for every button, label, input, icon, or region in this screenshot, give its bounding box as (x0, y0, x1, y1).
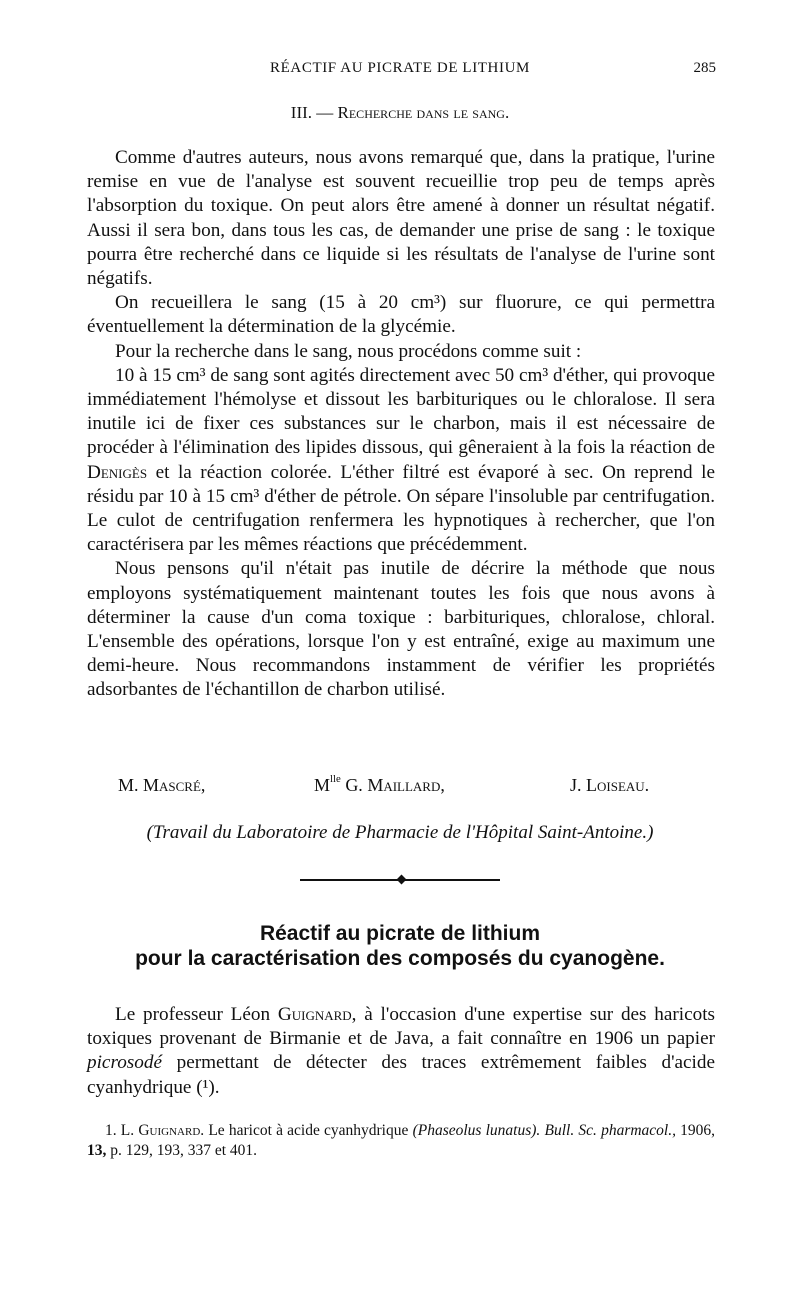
closing-paragraph: Nous pensons qu'il n'était pas inutile de décrire la méthode que nous employons systématiquement maintenant toutes les fois que nous avons à déterminer la cause d'un coma toxique : barbituriques, chloralose, chloral. L'ensemble des opérations, lorsque l'on y est entraîné, exige au maximum une demi-heure. Nous recommandons instamment de vérifier les propriétés adsorbantes de l'échantillon de charbon utilisé. (87, 558, 715, 701)
running-head (0, 60, 800, 82)
section-body (87, 146, 715, 703)
signature-initial: J. (570, 775, 582, 795)
page-number: 285 (693, 60, 716, 76)
signature-initial: M. (118, 775, 139, 795)
method-text-before: 10 à 15 cm³ de sang sont agités directement avec 50 cm³ d'éther, qui provoque immédiatement l'hémolyse et dissout les barbituriques ou le chloralose. Il sera inutile ici de fixer ces substances sur le charbon, mais il est nécessaire de procéder à l'élimination des lipides dissous, qui gêneraient à la fois la réaction de (87, 364, 715, 459)
method-text-after: et la réaction colorée. L'éther filtré est évaporé à sec. On reprend le résidu par 10 à 15 cm³ d'éther de pétrole. On sépare l'insoluble par centrifugation. Le culot de centrifugation renfermera les hypnotiques à rechercher, que l'on caractérisera par les mêmes réactions que précédemment. (87, 461, 715, 556)
footnote-text (87, 1121, 715, 1161)
signature-name: Mascré, (143, 775, 206, 795)
section-title: Recherche dans le sang. (337, 103, 510, 122)
article-italic-term: picrosodé (87, 1052, 162, 1074)
section-heading (0, 103, 800, 123)
article-body (87, 1003, 715, 1100)
author-name-deniges: Denigès (87, 461, 148, 483)
body-paragraph: Pour la recherche dans le sang, nous procédons comme suit : (115, 340, 582, 362)
body-paragraph: Comme d'autres auteurs, nous avons remarqué que, dans la pratique, l'urine remise en vue de l'analyse est souvent recueillie trop peu de temps après l'absorption du toxique. On peut alors être amené à donner un résultat négatif. Aussi il sera bon, dans tous les cas, de demander une prise de sang : le toxique pourra être recherché dans ce liquide si les résultats de l'analyse de l'urine sont négatifs. (87, 147, 715, 290)
footnote-species: (Phaseolus lunatus). (412, 1122, 541, 1139)
footnote-reference: (¹). (196, 1076, 220, 1098)
footnote-pages: p. 129, 193, 337 et 401. (110, 1142, 258, 1159)
footnote-year: 1906, (680, 1122, 716, 1139)
footnote (87, 1121, 715, 1161)
author-name-guignard: Guignard, (277, 1004, 357, 1025)
section-divider (300, 875, 500, 885)
article-paragraph (87, 1003, 715, 1100)
running-title: RÉACTIF AU PICRATE DE LITHIUM (270, 60, 530, 76)
signature-maillard (314, 775, 445, 796)
signature-mascre (118, 775, 205, 796)
article-text: à l'occasion d'une expertise sur des haricots toxiques provenant de Birmanie et de Java, a fait connaître en 1906 un papier (87, 1004, 716, 1050)
article-title-line-2: pour la caractérisation des composés du cyanogène. (135, 947, 665, 970)
article-text: permettant de détecter des traces extrêmement faibles d'acide cyanhydrique (87, 1052, 715, 1098)
method-paragraph (87, 364, 715, 558)
signature-name: Loiseau. (586, 775, 650, 795)
signature-name: Maillard, (367, 775, 445, 795)
article-title-line-1: Réactif au picrate de lithium (259, 922, 541, 945)
section-number: III. — (290, 103, 334, 122)
affiliation: (Travail du Laboratoire de Pharmacie de l'Hôpital Saint-Antoine.) (146, 822, 654, 843)
divider-diamond-icon (397, 874, 407, 884)
body-paragraph: On recueillera le sang (15 à 20 cm³) sur fluorure, ce qui permettra éventuellement la détermination de la glycémie. (87, 292, 715, 338)
footnote-author: Guignard. (138, 1122, 205, 1139)
signatures (118, 775, 678, 801)
signature-initial: M (314, 775, 331, 795)
signature-title-sup: lle (330, 773, 341, 786)
article-title (0, 921, 800, 971)
footnote-title: Le haricot à acide cyanhydrique (208, 1122, 409, 1139)
article-text: Le professeur Léon (115, 1004, 271, 1025)
footnote-volume: 13, (87, 1142, 107, 1159)
signature-initial: G. (345, 775, 363, 795)
footnote-journal: Bull. Sc. pharmacol., (544, 1122, 676, 1139)
footnote-number: 1. L. (105, 1122, 135, 1139)
signature-loiseau (570, 775, 649, 796)
